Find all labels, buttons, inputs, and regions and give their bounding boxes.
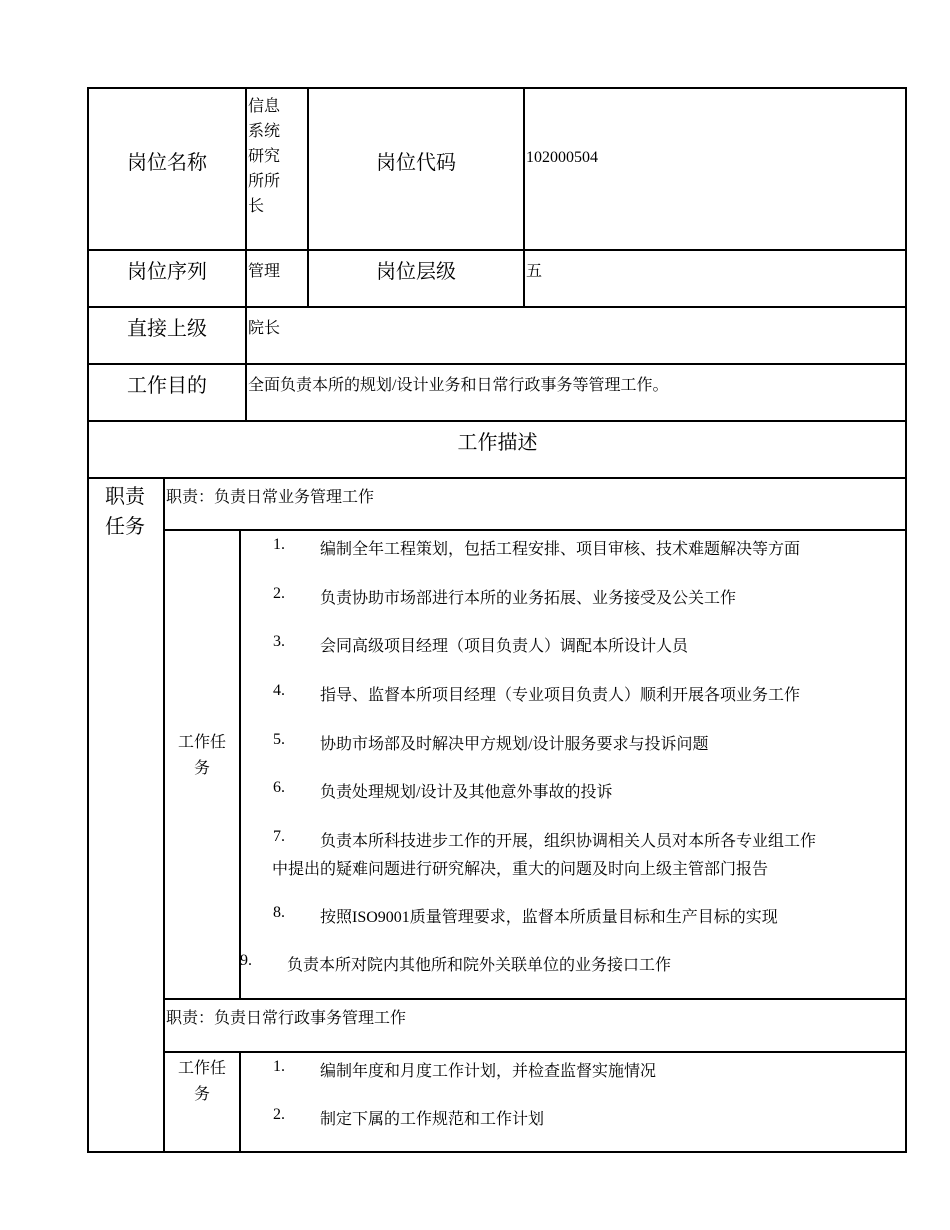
name-line: 研究 <box>248 148 281 165</box>
row-divider <box>88 306 907 308</box>
position-code-label: 岗位代码 <box>376 152 456 174</box>
task-text-continued: 中提出的疑难问题进行研究解决，重大的问题及时向上级主管部门报告 <box>272 861 769 878</box>
position-series-label: 岗位序列 <box>127 261 207 283</box>
task-text: 负责处理规划/设计及其他意外事故的投诉 <box>320 784 613 801</box>
task-number: 3. <box>273 633 285 650</box>
name-line: 信息 <box>248 98 281 115</box>
task-text: 指导、监督本所项目经理（专业项目负责人）顺利开展各项业务工作 <box>320 687 801 704</box>
label-line: 职责 <box>105 486 145 508</box>
duty-section-label <box>105 482 145 542</box>
position-code-value: 102000504 <box>526 149 598 166</box>
name-line: 长 <box>248 198 265 215</box>
task-text: 会同高级项目经理（项目负责人）调配本所设计人员 <box>320 638 689 655</box>
task-label <box>164 1056 240 1108</box>
task-text: 制定下属的工作规范和工作计划 <box>320 1111 545 1128</box>
row-divider <box>164 529 907 531</box>
task-text: 按照ISO9001质量管理要求，监督本所质量目标和生产目标的实现 <box>320 909 778 926</box>
task-number: 1. <box>273 1058 285 1075</box>
purpose-label: 工作目的 <box>127 375 207 397</box>
table-border <box>88 1151 907 1153</box>
label-line: 务 <box>193 1086 210 1103</box>
task-number: 6. <box>273 779 285 796</box>
name-line: 所所 <box>248 173 281 190</box>
superior-label: 直接上级 <box>127 318 207 340</box>
position-series-value: 管理 <box>248 263 281 280</box>
label-line: 任务 <box>105 516 145 538</box>
task-text: 协助市场部及时解决甲方规划/设计服务要求与投诉问题 <box>320 736 709 753</box>
name-line: 系统 <box>248 123 281 140</box>
row-divider <box>88 477 907 479</box>
col-divider <box>163 477 165 1153</box>
task-text: 编制全年工程策划，包括工程安排、项目审核、技术难题解决等方面 <box>320 541 801 558</box>
position-name-label: 岗位名称 <box>127 152 207 174</box>
task-number: 2. <box>273 585 285 602</box>
table-border <box>87 87 89 1153</box>
task-number: 7. <box>273 828 285 845</box>
row-divider <box>88 363 907 365</box>
row-divider <box>88 249 907 251</box>
row-divider <box>164 1051 907 1053</box>
task-text: 负责本所科技进步工作的开展，组织协调相关人员对本所各专业组工作 <box>320 833 817 850</box>
row-divider <box>164 998 907 1000</box>
task-number: 9. <box>240 952 252 969</box>
task-text: 负责本所对院内其他所和院外关联单位的业务接口工作 <box>287 957 672 974</box>
task-label <box>164 730 240 782</box>
task-number: 5. <box>273 731 285 748</box>
position-level-value: 五 <box>526 263 543 280</box>
row-divider <box>88 420 907 422</box>
task-number: 2. <box>273 1106 285 1123</box>
task-number: 8. <box>273 904 285 921</box>
label-line: 工作任 <box>177 1060 226 1077</box>
position-name-value <box>248 94 280 219</box>
label-line: 工作任 <box>177 734 226 751</box>
label-line: 务 <box>193 760 210 777</box>
duty-title: 职责：负责日常业务管理工作 <box>166 489 375 506</box>
task-number: 4. <box>273 682 285 699</box>
superior-value: 院长 <box>248 320 281 337</box>
table-border <box>88 87 907 89</box>
description-title: 工作描述 <box>457 432 538 454</box>
table-border <box>905 87 907 1153</box>
task-text: 编制年度和月度工作计划，并检查监督实施情况 <box>320 1063 657 1080</box>
purpose-value: 全面负责本所的规划/设计业务和日常行政事务等管理工作。 <box>248 377 669 394</box>
duty-title: 职责：负责日常行政事务管理工作 <box>166 1010 407 1027</box>
task-text: 负责协助市场部进行本所的业务拓展、业务接受及公关工作 <box>320 590 737 607</box>
position-level-label: 岗位层级 <box>376 261 456 283</box>
task-number: 1. <box>273 536 285 553</box>
